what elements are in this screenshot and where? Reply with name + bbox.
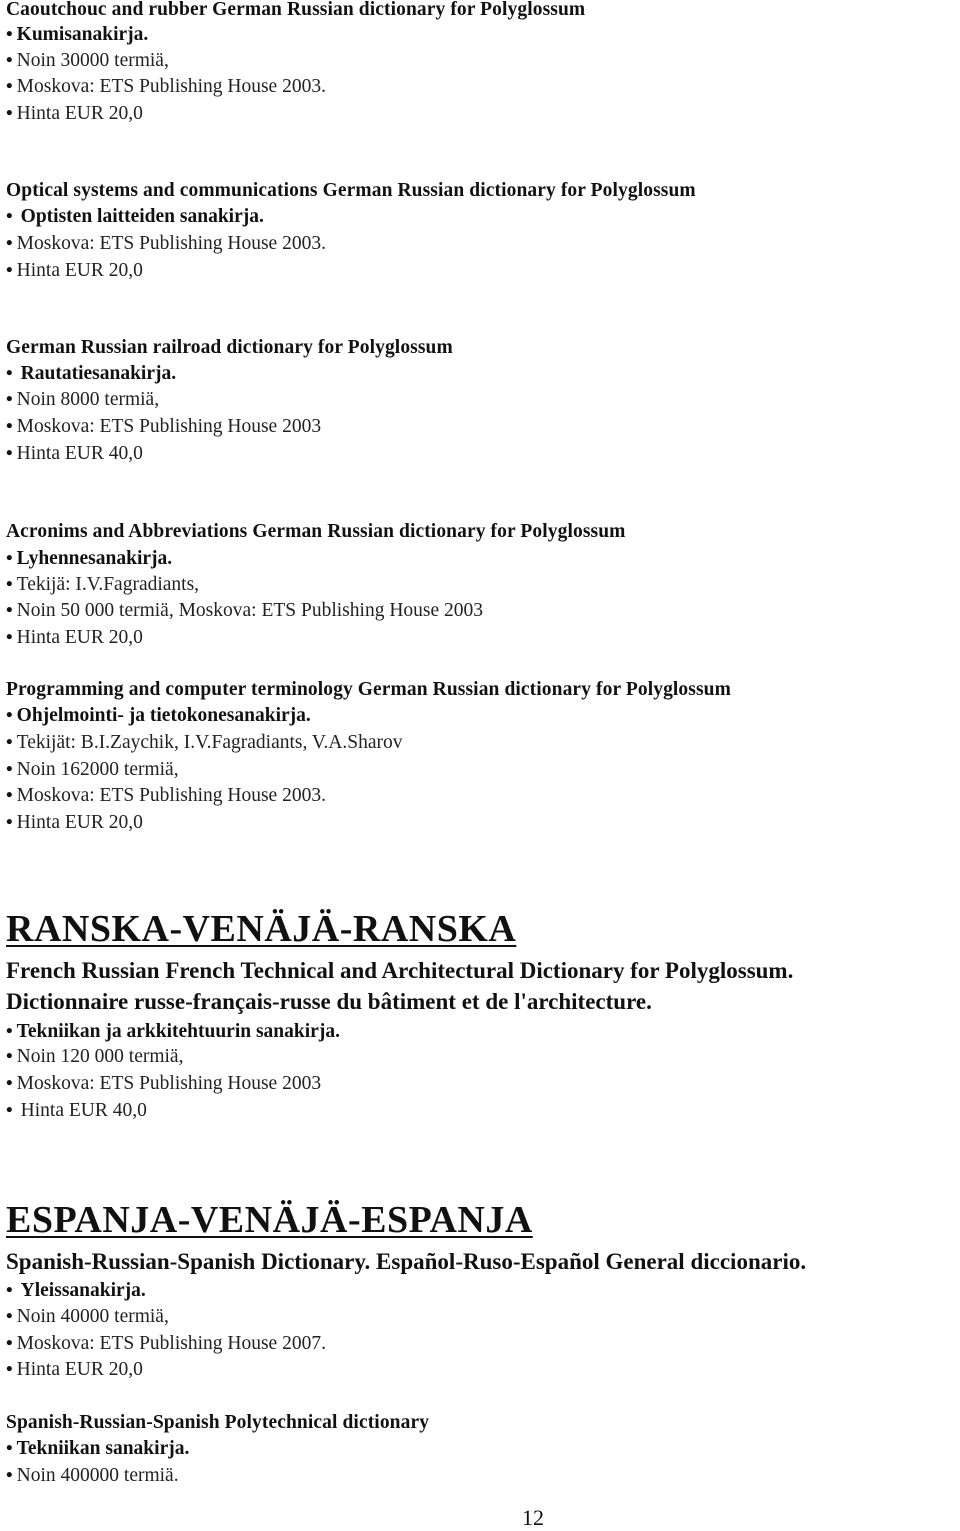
bullet-icon: • (6, 76, 13, 97)
entry-item: • Noin 40000 termiä, (6, 1304, 169, 1330)
entry-item: • Moskova: ETS Publishing House 2003. (6, 783, 326, 809)
bullet-icon: • (6, 363, 13, 384)
entry-name: • Rautatiesanakirja. (6, 361, 176, 387)
bullet-icon: • (6, 1438, 13, 1459)
entry-item: • Hinta EUR 20,0 (6, 810, 143, 836)
entry-item: • Hinta EUR 20,0 (6, 258, 143, 284)
bullet-icon: • (6, 1021, 13, 1042)
entry-item: • Moskova: ETS Publishing House 2003. (6, 231, 326, 257)
bullet-icon: • (6, 1306, 13, 1327)
bullet-icon: • (6, 416, 13, 437)
bullet-icon: • (6, 24, 13, 45)
entry-item: • Moskova: ETS Publishing House 2003 (6, 414, 321, 440)
bullet-icon: • (6, 1100, 13, 1121)
bullet-icon: • (6, 1046, 13, 1067)
entry-title: Programming and computer terminology German Russian dictionary for Polyglossum (6, 679, 731, 700)
entry-item: • Hinta EUR 40,0 (6, 441, 143, 467)
entry-item: • Hinta EUR 20,0 (6, 625, 143, 651)
entry-item: • Hinta EUR 40,0 (6, 1098, 147, 1124)
entry-name: • Tekniikan sanakirja. (6, 1436, 189, 1462)
entry-item: • Hinta EUR 20,0 (6, 101, 143, 127)
entry-item: • Noin 50 000 termiä, Moskova: ETS Publishing House 2003 (6, 598, 483, 624)
bullet-icon: • (6, 103, 13, 124)
bullet-icon: • (6, 1333, 13, 1354)
entry-name: • Lyhennesanakirja. (6, 546, 172, 572)
bullet-icon: • (6, 206, 13, 227)
section-subtitle: Dictionnaire russe-français-russe du bâtiment et de l'architecture. (6, 989, 652, 1014)
entry-item: • Noin 30000 termiä, (6, 48, 169, 74)
bullet-icon: • (6, 1359, 13, 1380)
bullet-icon: • (6, 574, 13, 595)
bullet-icon: • (6, 627, 13, 648)
section-heading: RANSKA-VENÄJÄ-RANSKA (6, 908, 517, 950)
entry-item: • Hinta EUR 20,0 (6, 1357, 143, 1383)
entry-item: • Noin 120 000 termiä, (6, 1044, 183, 1070)
entry-item: • Tekijät: B.I.Zaychik, I.V.Fagradiants, V.A.Sharov (6, 730, 403, 756)
bullet-icon: • (6, 600, 13, 621)
page-number: 12 (522, 1505, 544, 1530)
bullet-icon: • (6, 705, 13, 726)
bullet-icon: • (6, 260, 13, 281)
entry-title: Caoutchouc and rubber German Russian dictionary for Polyglossum (6, 0, 586, 20)
entry-name: • Tekniikan ja arkkitehtuurin sanakirja. (6, 1019, 340, 1045)
bullet-icon: • (6, 443, 13, 464)
entry-title: Acronims and Abbreviations German Russian dictionary for Polyglossum (6, 521, 626, 542)
bullet-icon: • (6, 233, 13, 254)
bullet-icon: • (6, 548, 13, 569)
section-heading: ESPANJA-VENÄJÄ-ESPANJA (6, 1199, 533, 1241)
bullet-icon: • (6, 759, 13, 780)
entry-item: • Moskova: ETS Publishing House 2003. (6, 74, 326, 100)
entry-name: • Optisten laitteiden sanakirja. (6, 204, 264, 230)
entry-item: • Tekijä: I.V.Fagradiants, (6, 572, 199, 598)
section-subtitle: French Russian French Technical and Architectural Dictionary for Polyglossum. (6, 958, 794, 983)
bullet-icon: • (6, 1465, 13, 1486)
section-subtitle: Spanish-Russian-Spanish Dictionary. Español-Ruso-Español General diccionario. (6, 1249, 807, 1274)
entry-title: Optical systems and communications German Russian dictionary for Polyglossum (6, 180, 696, 201)
bullet-icon: • (6, 812, 13, 833)
entry-item: • Noin 162000 termiä, (6, 757, 179, 783)
bullet-icon: • (6, 785, 13, 806)
bullet-icon: • (6, 389, 13, 410)
entry-title: Spanish-Russian-Spanish Polytechnical dictionary (6, 1412, 430, 1433)
entry-item: • Noin 8000 termiä, (6, 387, 159, 413)
bullet-icon: • (6, 732, 13, 753)
entry-name: • Ohjelmointi- ja tietokonesanakirja. (6, 703, 311, 729)
entry-name: • Yleissanakirja. (6, 1278, 146, 1304)
entry-item: • Moskova: ETS Publishing House 2003 (6, 1071, 321, 1097)
entry-item: • Noin 400000 termiä. (6, 1463, 179, 1489)
entry-item: • Moskova: ETS Publishing House 2007. (6, 1331, 326, 1357)
bullet-icon: • (6, 1073, 13, 1094)
bullet-icon: • (6, 50, 13, 71)
entry-name: • Kumisanakirja. (6, 22, 148, 48)
entry-title: German Russian railroad dictionary for Polyglossum (6, 337, 453, 358)
bullet-icon: • (6, 1280, 13, 1301)
